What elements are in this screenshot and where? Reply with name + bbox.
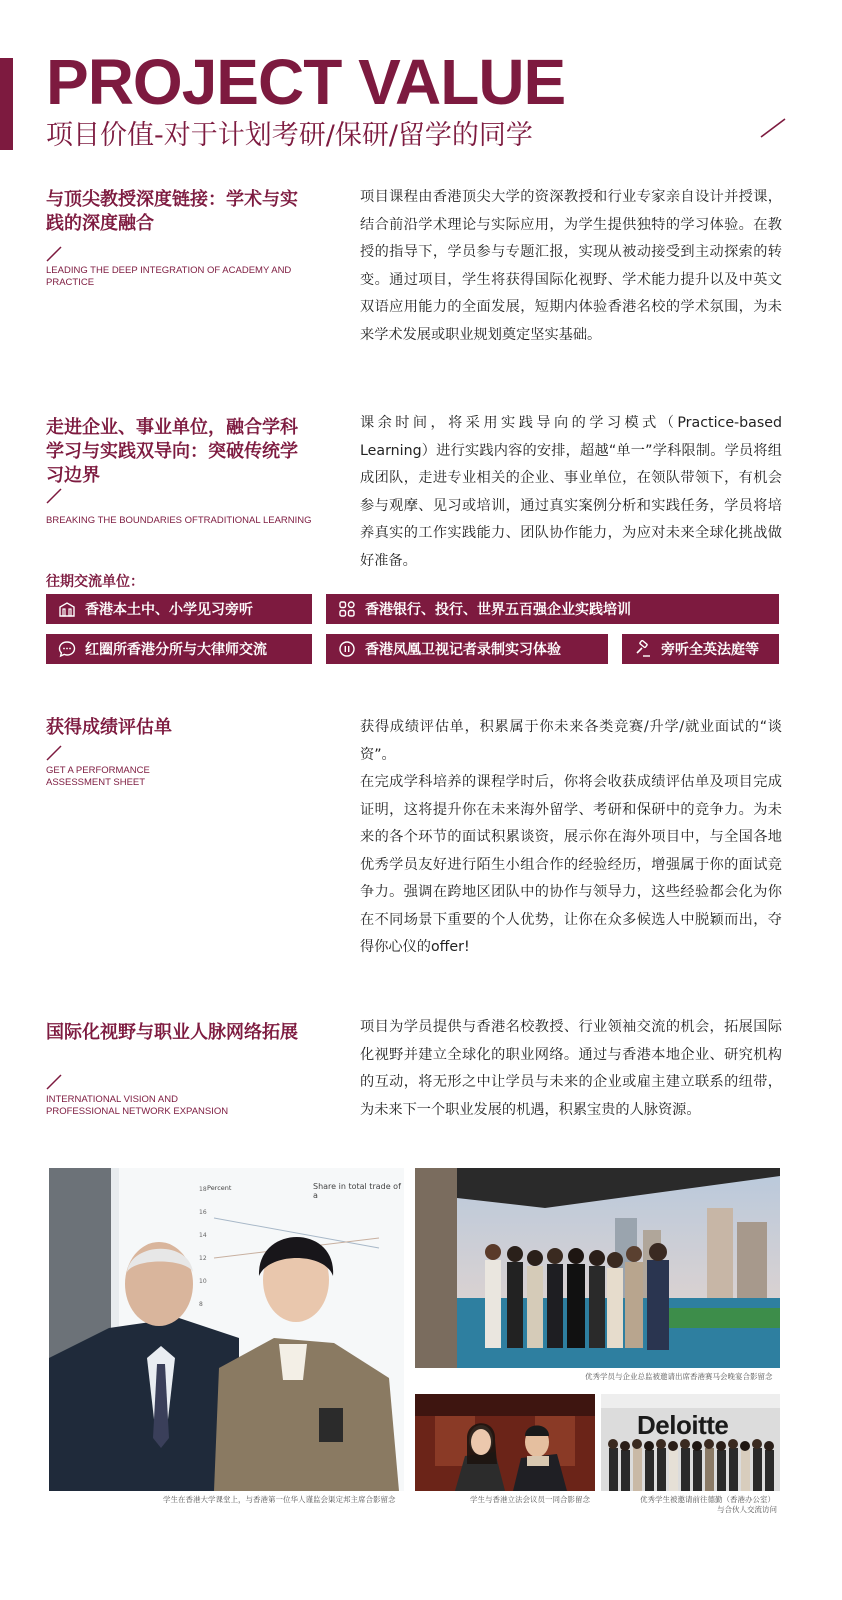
caption-classroom: 学生在香港大学课堂上，与香港第一位华人谨监会渠定邦主席合影留念	[163, 1495, 396, 1504]
assessment-intro: 获得成绩评估单，积累属于你未来各类竞赛/升学/就业面试的“谈资”。	[360, 719, 782, 763]
chart-tick-label: 8	[199, 1301, 203, 1308]
exchange-tag-court	[622, 634, 779, 664]
gavel-icon	[634, 640, 652, 658]
chart-tick-label: 10	[199, 1278, 207, 1285]
slash-icon	[46, 488, 62, 504]
assessment-detail: 在完成学科培养的课程学时后，你将会收获成绩评估单及项目完成证明，这将提升你在未来海外留学、考研和保研中的竞争力。为未来的各个环节的面试积累谈资，展示你在海外项目中，与全国各地优秀学员友好进行陌生小组合作的经验经历，增强属于你的面试竞争力。强调在跨地区团队中的协作与领导力，这些经验都会化为你在不同场景下重要的个人优势，让你在众多候选人中脱颖而出，夺得你心仪的offer!	[360, 774, 782, 955]
deloitte-logo: Deloitte	[637, 1410, 729, 1440]
grid-icon	[338, 600, 356, 618]
exchange-tag-label: 红圈所香港分所与大律师交流	[85, 642, 267, 658]
record-icon	[338, 640, 356, 658]
section-body-academic: 项目课程由香港顶尖大学的资深教授和行业专家亲自设计并授课，结合前沿学术理论与实际应用，为学生提供独特的学习体验。在教授的指导下，学员参与专题汇报，实现从被动接受到主动探索的转变。通过项目，学生将获得国际化视野、学术能力提升以及中英文双语应用能力的全面发展，短期内体验香港名校的学术氛围，为未来学术发展或职业规划奠定坚实基础。	[360, 189, 782, 343]
exchange-tag-schools	[46, 594, 312, 624]
chart-tick-label: 16	[199, 1209, 207, 1216]
section-title-network: 国际化视野与职业人脉网络拓展	[46, 1022, 298, 1043]
chart-tick-label: 12	[199, 1255, 207, 1262]
page-subtitle: 项目价值-对于计划考研/保研/留学的同学	[46, 120, 533, 151]
exchange-tag-phoenix	[326, 634, 608, 664]
section-title-practice: 走进企业、事业单位，融合学科学习与实践双导向：突破传统学习边界	[46, 417, 298, 486]
exchange-tag-label: 香港本土中、小学见习旁听	[85, 602, 253, 618]
section-title-assessment: 获得成绩评估单	[46, 717, 172, 738]
exchange-tag-lawfirm	[46, 634, 312, 664]
slash-decoration-icon	[760, 118, 786, 138]
deloitte-photo-illustration	[601, 1394, 780, 1491]
chart-axis-label: Percent	[207, 1184, 232, 1192]
exchange-tag-label: 香港银行、投行、世界五百强企业实践培训	[365, 602, 631, 618]
section-body-practice: 课余时间，将采用实践导向的学习模式（Practice-based Learning）进行实践内容的安排，超越“单一”学科限制。学员将组成团队，走进专业相关的企业、事业单位，在领队带领下，有机会参与观摩、见习或培训，通过真实案例分析和实践任务，学员将培养真实的工作实践能力、团队协作能力，为应对未来全球化挑战做好准备。	[360, 415, 782, 569]
exchange-tag-label: 旁听全英法庭等	[661, 642, 759, 658]
caption-deloitte-line2: 与合伙人交流访问	[717, 1505, 777, 1514]
accent-bar	[0, 58, 13, 150]
section-body-network: 项目为学员提供与香港名校教授、行业领袖交流的机会，拓展国际化视野并建立全球化的职业网络。通过与香港本地企业、研究机构的互动，将无形之中让学员与未来的企业或雇主建立联系的纽带，为未来下一个职业发展的机遇，积累宝贵的人脉资源。	[360, 1019, 782, 1118]
photo-racecourse	[415, 1168, 780, 1368]
section-subtitle-academic: LEADING THE DEEP INTEGRATION OF ACADEMY AND PRACTICE	[46, 265, 292, 288]
chart-title-label: Share in total trade of a	[313, 1182, 401, 1200]
chart-tick-label: 14	[199, 1232, 207, 1239]
legco-photo-illustration	[415, 1394, 595, 1491]
section-title-academic: 与顶尖教授深度链接：学术与实践的深度融合	[46, 189, 298, 234]
exchange-tag-banks	[326, 594, 779, 624]
caption-deloitte-line1: 优秀学生被邀请前往德勤（香港办公室）	[640, 1495, 775, 1504]
exchange-label: 往期交流单位：	[46, 574, 144, 590]
page-title: PROJECT VALUE	[46, 46, 566, 118]
photo-deloitte	[601, 1394, 780, 1491]
section-subtitle-practice: BREAKING THE BOUNDARIES OFTRADITIONAL LEARNING	[46, 515, 312, 526]
classroom-photo-illustration	[49, 1168, 404, 1491]
section-subtitle-assessment: GET A PERFORMANCE ASSESSMENT SHEET	[46, 765, 150, 788]
section-subtitle-network: INTERNATIONAL VISION AND PROFESSIONAL NETWORK EXPANSION	[46, 1094, 229, 1117]
racecourse-photo-illustration	[415, 1168, 780, 1368]
slash-icon	[46, 246, 62, 262]
photo-classroom	[49, 1168, 404, 1491]
section-body-assessment	[360, 714, 782, 962]
caption-legco: 学生与香港立法会议员一同合影留念	[470, 1495, 590, 1504]
caption-racecourse: 优秀学员与企业总监被邀请出席香港赛马会晚宴合影留念	[585, 1372, 773, 1381]
chart-tick-label: 18	[199, 1186, 207, 1193]
slash-icon	[46, 1074, 62, 1090]
slash-icon	[46, 745, 62, 761]
exchange-tag-label: 香港凤凰卫视记者录制实习体验	[365, 642, 561, 658]
building-icon	[58, 600, 76, 618]
photo-legco	[415, 1394, 595, 1491]
chat-icon	[58, 640, 76, 658]
